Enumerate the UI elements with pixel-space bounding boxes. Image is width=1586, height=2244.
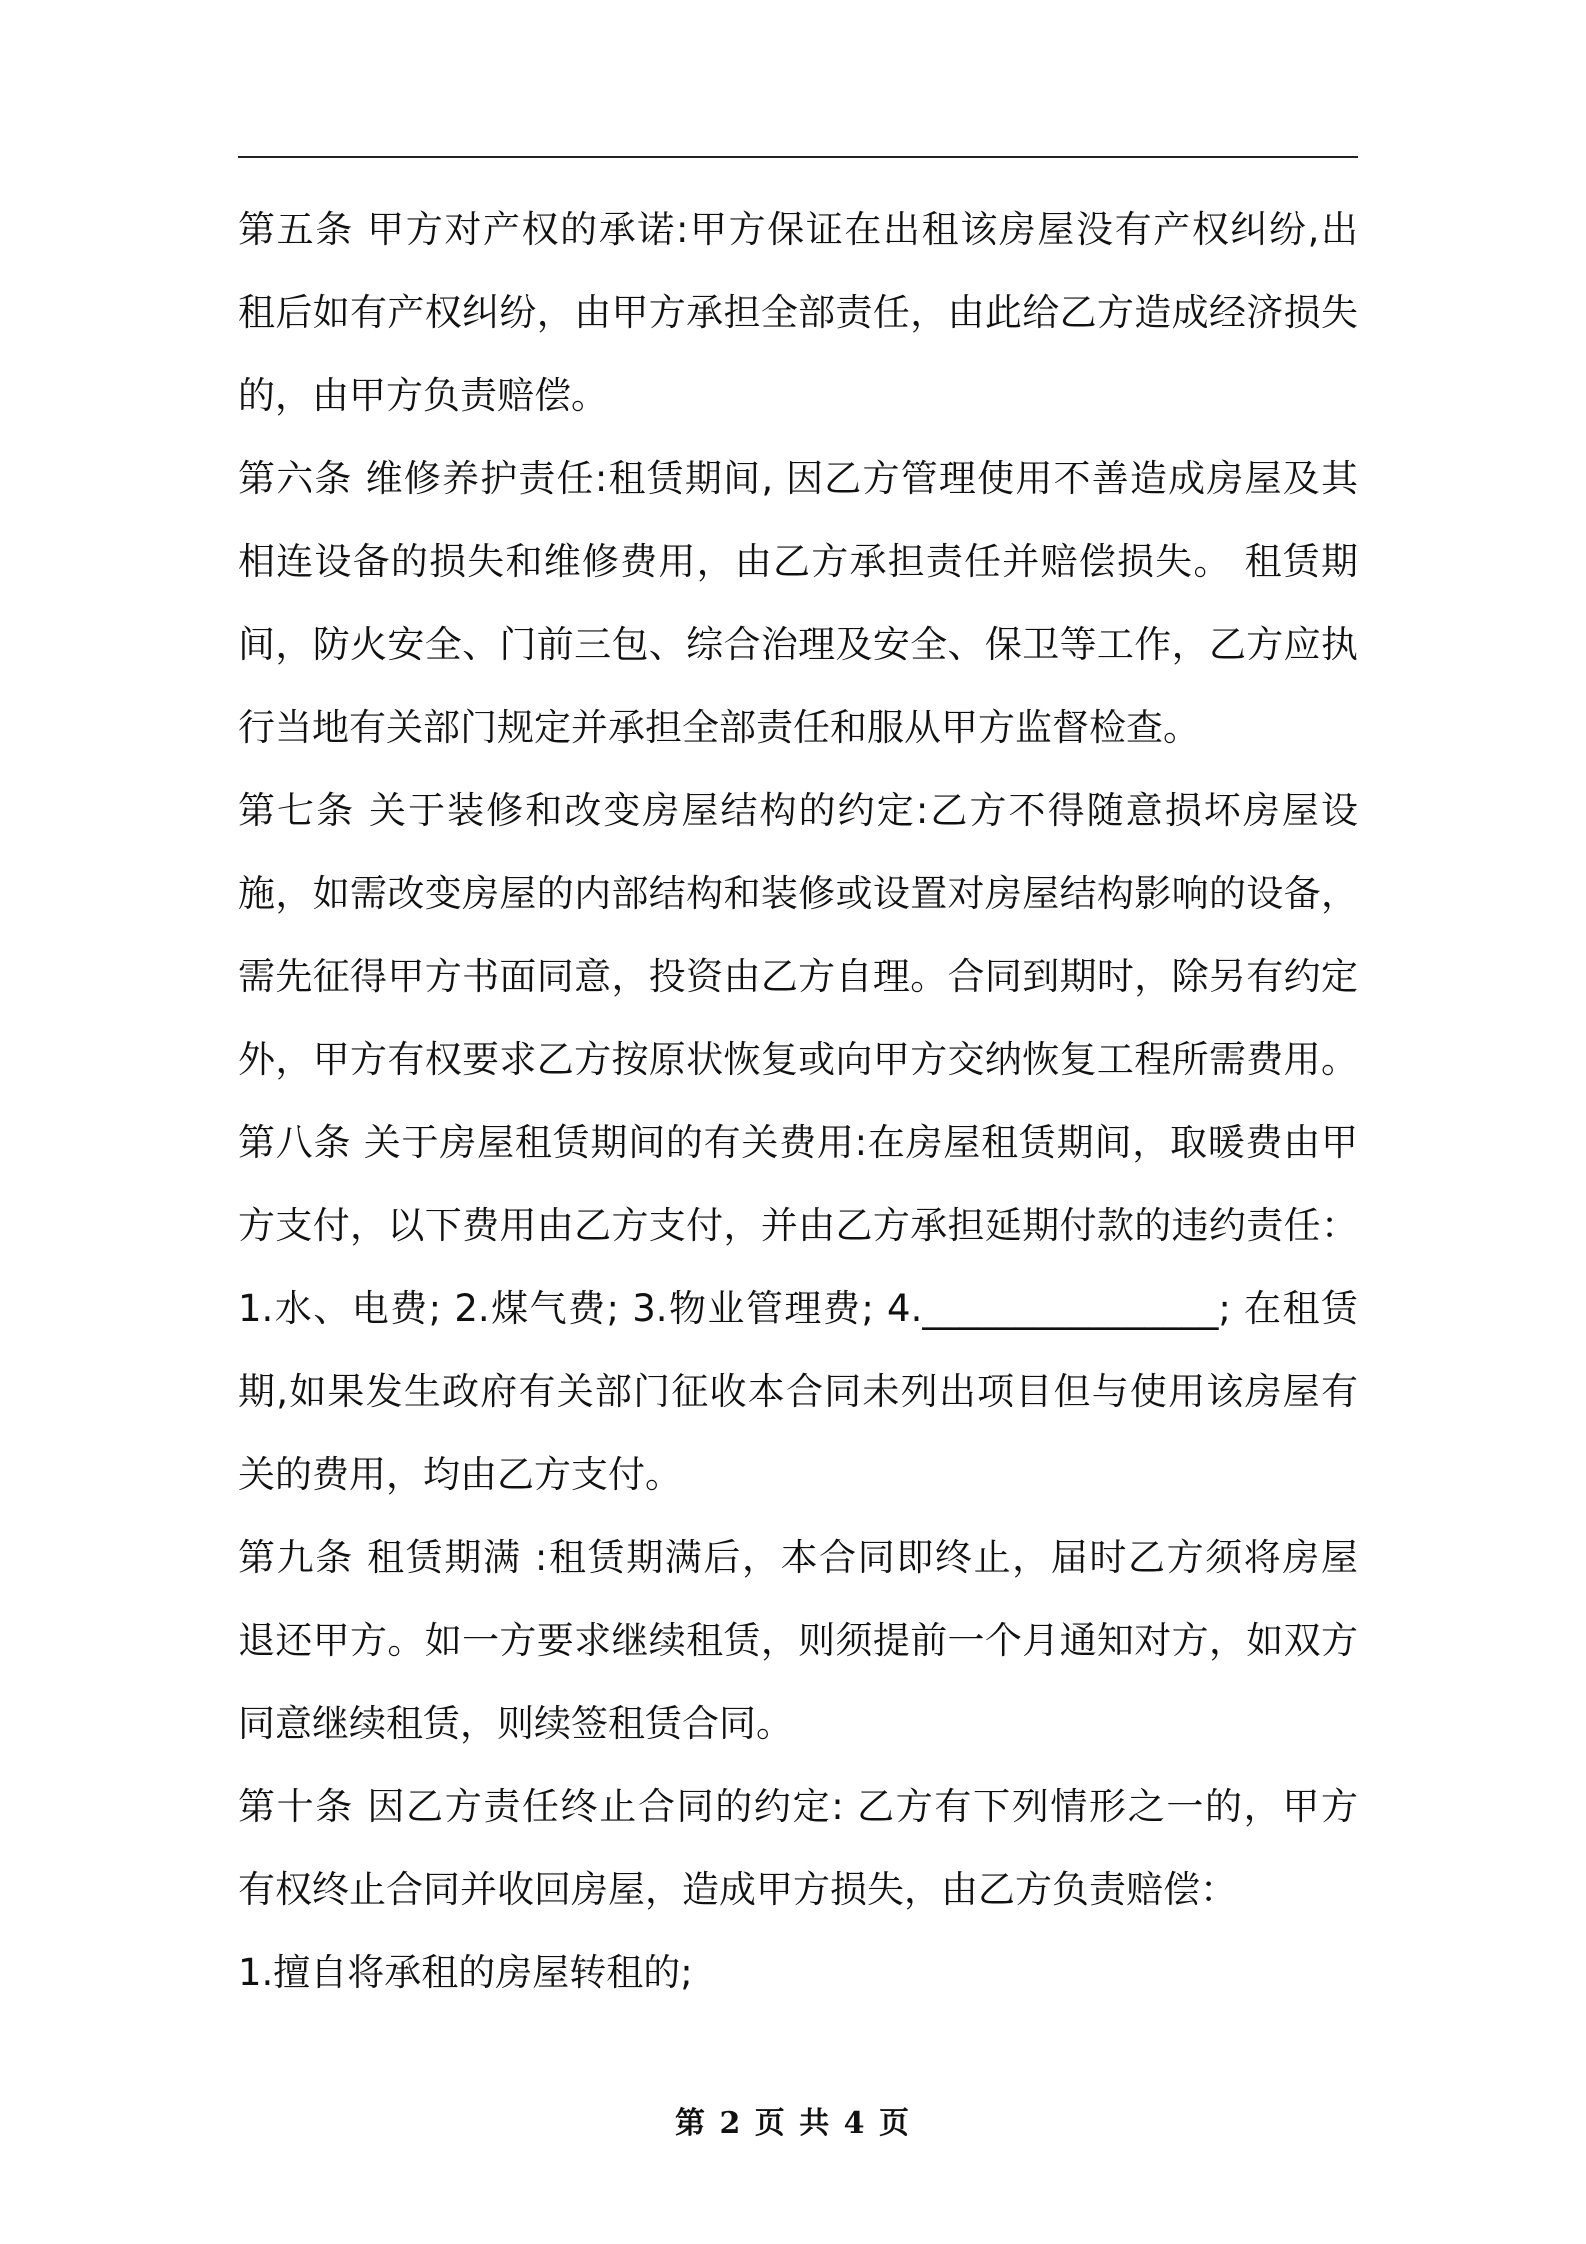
text-line: 期,如果发生政府有关部门征收本合同未列出项目但与使用该房屋有	[238, 1370, 1358, 1413]
text-line: 第六条 维修养护责任:租赁期间, 因乙方管理使用不善造成房屋及其	[238, 457, 1358, 500]
text-line: 第八条 关于房屋租赁期间的有关费用:在房屋租赁期间，取暖费由甲	[238, 1121, 1358, 1164]
text-line: 第五条 甲方对产权的承诺:甲方保证在出租该房屋没有产权纠纷,出	[238, 208, 1358, 251]
text-line: 外，甲方有权要求乙方按原状恢复或向甲方交纳恢复工程所需费用。	[238, 1038, 1358, 1081]
text-line: 第七条 关于装修和改变房屋结构的约定:乙方不得随意损坏房屋设	[238, 789, 1358, 832]
text-line: 同意继续租赁，则续签租赁合同。	[238, 1702, 793, 1745]
text-line: 有权终止合同并收回房屋，造成甲方损失，由乙方负责赔偿：	[238, 1868, 1237, 1911]
text-line: 施，如需改变房屋的内部结构和装修或设置对房屋结构影响的设备，	[238, 872, 1358, 915]
text-line: 1.擅自将承租的房屋转租的;	[238, 1951, 693, 1994]
text-line: 退还甲方。如一方要求继续租赁，则须提前一个月通知对方，如双方	[238, 1619, 1358, 1662]
text-line: 需先征得甲方书面同意，投资由乙方自理。合同到期时，除另有约定	[238, 955, 1358, 998]
text-line: 相连设备的损失和维修费用，由乙方承担责任并赔偿损失。 租赁期	[238, 540, 1358, 583]
text-line: 第九条 租赁期满 :租赁期满后，本合同即终止，届时乙方须将房屋	[238, 1536, 1358, 1579]
text-line: 关的费用，均由乙方支付。	[238, 1453, 682, 1496]
document-body	[238, 188, 1358, 2014]
text-line: 间，防火安全、门前三包、综合治理及安全、保卫等工作，乙方应执	[238, 623, 1358, 666]
text-line: 的，由甲方负责赔偿。	[238, 374, 608, 417]
text-line: 租后如有产权纠纷，由甲方承担全部责任，由此给乙方造成经济损失	[238, 291, 1358, 334]
text-line: 方支付，以下费用由乙方支付，并由乙方承担延期付款的违约责任：	[238, 1204, 1358, 1247]
header-rule	[238, 156, 1358, 158]
text-line: 1.水、电费; 2.煤气费; 3.物业管理费; 4.________________; 在租赁	[238, 1287, 1358, 1330]
page-footer: 第 2 页 共 4 页	[675, 2106, 911, 2141]
text-line: 行当地有关部门规定并承担全部责任和服从甲方监督检查。	[238, 706, 1200, 749]
text-line: 第十条 因乙方责任终止合同的约定: 乙方有下列情形之一的，甲方	[238, 1785, 1358, 1828]
